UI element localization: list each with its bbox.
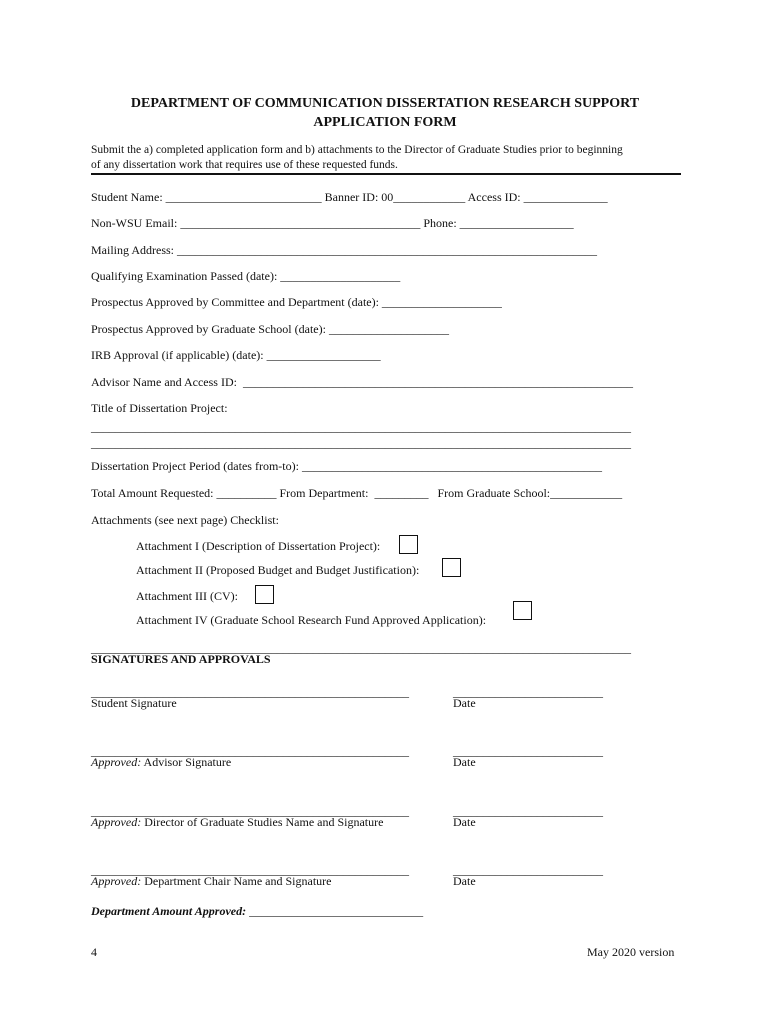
attachment-4-label: Attachment IV (Graduate School Research Fund Approved Application): — [136, 613, 487, 627]
attachment-3-label: Attachment III (CV): — [136, 589, 238, 603]
chair-date-label: Date — [453, 874, 476, 888]
attachment-2-checkbox[interactable] — [442, 558, 461, 577]
chair-signature-line[interactable]: _____________________________________________________ — [91, 863, 409, 877]
director-signature-line[interactable]: _____________________________________________________ — [91, 804, 409, 818]
dissertation-title-line-2[interactable]: __________________________________________________________________________________________ — [91, 436, 631, 450]
signatures-heading: SIGNATURES AND APPROVALS — [91, 652, 271, 666]
qualifying-exam-row[interactable]: Qualifying Examination Passed (date): ____________________ — [91, 269, 401, 283]
intro-line-2: of any dissertation work that requires use of these requested funds. — [91, 159, 398, 171]
irb-approval-row[interactable]: IRB Approval (if applicable) (date): ___________________ — [91, 348, 381, 362]
student-info-row[interactable]: Student Name: __________________________ Banner ID: 00____________ Access ID: ______________ — [91, 190, 608, 204]
advisor-row[interactable]: Advisor Name and Access ID: _________________________________________________________________ — [91, 375, 633, 389]
director-signature-label — [91, 815, 383, 830]
student-date-line[interactable]: _________________________ — [453, 685, 603, 699]
amount-requested-row[interactable]: Total Amount Requested: __________ From Department: _________ From Graduate School:____________ — [91, 486, 623, 500]
chair-signature-label — [91, 874, 331, 889]
student-date-label: Date — [453, 696, 476, 710]
advisor-date-label: Date — [453, 755, 476, 769]
approved-prefix: Approved: — [91, 755, 142, 769]
director-date-line[interactable]: _________________________ — [453, 804, 603, 818]
chair-label-text: Department Chair Name and Signature — [141, 874, 332, 888]
chair-date-line[interactable]: _________________________ — [453, 863, 603, 877]
director-date-label: Date — [453, 815, 476, 829]
mailing-address-row[interactable]: Mailing Address: ______________________________________________________________________ — [91, 243, 597, 257]
department-amount-row[interactable] — [91, 904, 423, 919]
form-title-line-2: APPLICATION FORM — [313, 115, 457, 130]
approved-prefix: Approved: — [91, 815, 142, 829]
department-amount-line[interactable]: _____________________________ — [246, 904, 424, 918]
advisor-date-line[interactable]: _________________________ — [453, 744, 603, 758]
director-label-text: Director of Graduate Studies Name and Signature — [141, 815, 384, 829]
prospectus-grad-school-row[interactable]: Prospectus Approved by Graduate School (date): ____________________ — [91, 322, 449, 336]
dissertation-title-label: Title of Dissertation Project: — [91, 401, 228, 415]
intro-line-1: Submit the a) completed application form and b) attachments to the Director of Graduate Studies prior to beginning — [91, 144, 623, 156]
email-phone-row[interactable]: Non-WSU Email: ________________________________________ Phone: ___________________ — [91, 216, 574, 230]
advisor-signature-label — [91, 755, 231, 770]
prospectus-committee-row[interactable]: Prospectus Approved by Committee and Department (date): ____________________ — [91, 295, 502, 309]
attachment-4-checkbox[interactable] — [513, 601, 532, 620]
attachment-3-checkbox[interactable] — [255, 585, 274, 604]
form-title-line-1: DEPARTMENT OF COMMUNICATION DISSERTATION RESEARCH SUPPORT — [130, 96, 640, 111]
advisor-label-text: Advisor Signature — [141, 755, 232, 769]
header-divider — [91, 173, 681, 175]
approved-prefix: Approved: — [91, 874, 142, 888]
dissertation-title-line-1[interactable]: __________________________________________________________________________________________ — [91, 420, 631, 434]
page-number: 4 — [91, 945, 97, 959]
student-signature-line[interactable]: _____________________________________________________ — [91, 685, 409, 699]
version-label: May 2020 version — [587, 945, 675, 959]
section-separator-line: __________________________________________________________________________________________ — [91, 641, 631, 655]
department-amount-label: Department Amount Approved: — [91, 904, 247, 918]
attachments-label: Attachments (see next page) Checklist: — [91, 513, 279, 527]
attachment-2-label: Attachment II (Proposed Budget and Budget Justification): — [136, 563, 420, 577]
attachment-1-label: Attachment I (Description of Dissertation Project): — [136, 539, 381, 553]
project-period-row[interactable]: Dissertation Project Period (dates from-to): __________________________________________________ — [91, 459, 602, 473]
attachment-1-checkbox[interactable] — [399, 535, 418, 554]
student-signature-label: Student Signature — [91, 696, 177, 710]
advisor-signature-line[interactable]: _____________________________________________________ — [91, 744, 409, 758]
